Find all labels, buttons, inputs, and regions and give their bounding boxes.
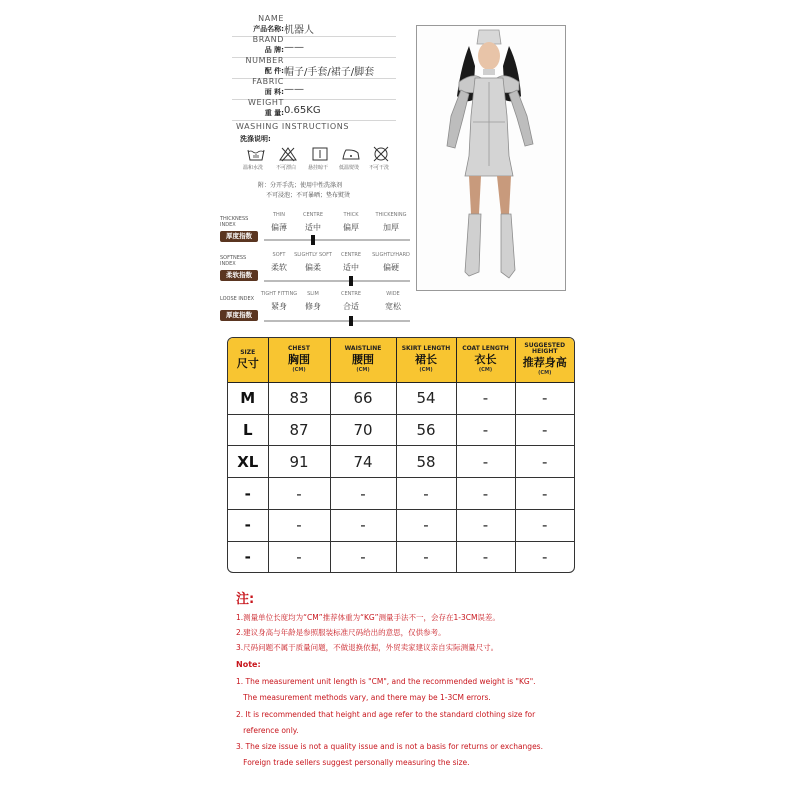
level-label-cn: 偏柔 xyxy=(305,263,321,272)
index-marker xyxy=(349,316,353,326)
washing-title-en: WASHING INSTRUCTIONS xyxy=(236,122,350,131)
cell-coat-length: - xyxy=(456,446,515,478)
index-label-en: LOOSE INDEX xyxy=(220,296,255,302)
table-header-row xyxy=(228,338,574,383)
notes-cn-line: 2.建议身高与年龄是参照服装标准尺码给出的意思，仅供参考。 xyxy=(236,628,446,637)
header-chest xyxy=(268,338,330,383)
level-label-cn: 修身 xyxy=(305,302,321,311)
level-label-en: SLIM xyxy=(307,291,319,297)
notes-cn-line: 1.测量单位长度均为“CM”推荐体重为“KG”测量手法不一，会存在1-3CM误差。 xyxy=(236,613,500,622)
cell-suggested-height: - xyxy=(515,509,574,541)
no-dry-clean-icon xyxy=(371,146,391,162)
info-row-brand xyxy=(232,35,396,58)
cell-coat-length: - xyxy=(456,478,515,510)
header-en: CHEST xyxy=(288,345,310,352)
info-label-en: NUMBER xyxy=(245,56,284,65)
index-badge: 柔软指数 xyxy=(220,270,258,281)
header-cn: 衣长 xyxy=(474,353,497,366)
info-row-number xyxy=(232,56,396,79)
index-track xyxy=(264,239,410,241)
info-row-fabric xyxy=(232,77,396,100)
header-cn: 裙长 xyxy=(415,353,437,366)
index-marker xyxy=(349,276,353,286)
index-marker xyxy=(311,235,315,245)
notes-en-line: 1. The measurement unit length is "CM", and the recommended weight is "KG". xyxy=(236,677,536,686)
notes-en-line: The measurement methods vary, and there may be 1-3CM errors. xyxy=(236,693,491,702)
no-bleach-icon xyxy=(278,146,298,162)
index-track xyxy=(264,280,410,282)
table-row xyxy=(228,541,574,572)
header-en: WAISTLINE xyxy=(344,345,382,352)
header-unit: (CM) xyxy=(538,370,552,376)
info-value: —— xyxy=(284,84,304,95)
header-cn: 尺寸 xyxy=(236,356,259,370)
info-label-cn: 配 件: xyxy=(264,67,284,75)
header-cn: 胸围 xyxy=(288,353,310,366)
cell-suggested-height: - xyxy=(515,383,574,415)
info-label-en: FABRIC xyxy=(252,77,284,86)
header-skirt-length xyxy=(396,338,456,383)
size-table xyxy=(227,337,575,573)
level-label-cn: 偏薄 xyxy=(271,223,287,232)
info-row-name xyxy=(232,14,396,37)
level-label-en: SLIGHTLYHARD xyxy=(372,252,410,258)
level-label-cn: 柔软 xyxy=(271,263,287,272)
level-label-en: CENTRE xyxy=(340,291,362,297)
level-label-cn: 加厚 xyxy=(383,223,399,232)
header-suggested-height xyxy=(515,338,574,383)
wash-label: 不可干洗 xyxy=(369,165,390,171)
table-row xyxy=(228,414,574,446)
cell-skirt-length: 58 xyxy=(396,446,456,478)
cell-size: - xyxy=(228,541,268,572)
header-unit: (CM) xyxy=(292,367,306,373)
cell-waistline: 66 xyxy=(330,383,396,415)
info-row-weight xyxy=(232,98,396,121)
cell-skirt-length: - xyxy=(396,478,456,510)
notes-cn-title: 注: xyxy=(236,592,255,607)
level-label-en: THICK xyxy=(343,212,359,218)
cell-suggested-height: - xyxy=(542,547,548,566)
header-waistline xyxy=(330,338,396,383)
wash-label: 低温熨烫 xyxy=(339,165,360,171)
cell-waistline: 74 xyxy=(330,446,396,478)
cell-chest: 83 xyxy=(268,383,330,415)
info-label-en: NAME xyxy=(258,14,284,23)
info-label-cn: 重 量: xyxy=(264,109,284,117)
cell-coat-length: - xyxy=(456,509,515,541)
level-label-cn: 适中 xyxy=(305,223,321,232)
header-unit: (CM) xyxy=(419,367,433,373)
info-label-cn: 品 牌: xyxy=(264,46,284,54)
header-en: COAT LENGTH xyxy=(462,345,509,352)
index-label-en: SOFTNESS INDEX xyxy=(220,255,247,267)
table-row xyxy=(228,446,574,478)
header-en: SUGGESTED HEIGHT xyxy=(524,342,566,355)
level-label-en: TIGHT FITTING xyxy=(260,291,298,297)
index-track xyxy=(264,320,410,322)
level-label-en: SOFT xyxy=(272,252,286,258)
info-value: 机器人 xyxy=(284,25,314,36)
cell-size: - xyxy=(228,509,268,541)
index-label-en: THICKNESS INDEX xyxy=(220,216,249,228)
notes-en-line: 2. It is recommended that height and age refer to the standard clothing size for xyxy=(236,710,536,719)
cell-suggested-height: - xyxy=(515,414,574,446)
level-label-cn: 偏硬 xyxy=(383,263,399,272)
header-cn: 腰围 xyxy=(352,353,374,366)
cell-waistline: - xyxy=(330,478,396,510)
index-badge: 厚度指数 xyxy=(220,231,258,242)
header-en: SKIRT LENGTH xyxy=(401,345,451,352)
notes-en-line: 3. The size issue is not a quality issue and is not a basis for returns or exchanges. xyxy=(236,742,543,751)
cell-skirt-length: 54 xyxy=(396,383,456,415)
table-row xyxy=(228,478,574,510)
level-label-en: SLIGHTLY SOFT xyxy=(294,252,332,258)
table-row xyxy=(228,509,574,541)
notes-en-line: Foreign trade sellers suggest personally measuring the size. xyxy=(236,758,470,767)
level-label-cn: 适中 xyxy=(343,263,359,272)
header-unit: (CM) xyxy=(356,367,370,373)
info-value: 0.65KG xyxy=(284,105,321,116)
cell-size: - xyxy=(228,478,268,510)
washing-note: 附：分开手洗；使用中性洗涤剂 xyxy=(258,182,343,189)
hand-wash-icon xyxy=(246,146,266,162)
wash-label: 温和水洗 xyxy=(243,165,264,171)
info-value: —— xyxy=(284,42,304,53)
level-label-en: WIDE xyxy=(386,291,400,297)
cell-size: M xyxy=(228,383,268,415)
level-label-cn: 合适 xyxy=(343,302,359,311)
cell-chest: - xyxy=(268,478,330,510)
low-iron-icon xyxy=(341,146,361,162)
washing-note: 不可浸泡；不可暴晒；垫布熨烫 xyxy=(266,192,351,199)
level-label-en: THIN xyxy=(272,212,286,218)
level-label-cn: 偏厚 xyxy=(343,223,359,232)
table-row xyxy=(228,383,574,415)
cell-chest: - xyxy=(268,541,330,572)
cell-skirt-length: - xyxy=(396,509,456,541)
index-badge: 厚度指数 xyxy=(220,310,258,321)
header-en: SIZE xyxy=(240,348,256,356)
notes-en-title: Note: xyxy=(236,660,261,669)
header-cn: 推荐身高 xyxy=(522,356,567,369)
cell-chest: 87 xyxy=(268,414,330,446)
header-size xyxy=(228,338,268,383)
cell-coat-length: - xyxy=(456,383,515,415)
cell-chest: 91 xyxy=(268,446,330,478)
wash-label: 悬挂晾干 xyxy=(308,165,329,171)
level-label-en: CENTRE xyxy=(340,252,362,258)
info-label-en: WEIGHT xyxy=(247,98,284,107)
cell-suggested-height: - xyxy=(515,446,574,478)
info-label-cn: 产品名称: xyxy=(253,25,284,33)
cell-coat-length: - xyxy=(456,414,515,446)
cell-size: L xyxy=(228,414,268,446)
cell-skirt-length: - xyxy=(396,541,456,572)
wash-label: 不可漂白 xyxy=(276,165,297,171)
model-photo xyxy=(416,25,566,291)
cell-coat-length: - xyxy=(456,541,515,572)
info-value: 帽子/手套/裙子/脚套 xyxy=(284,67,375,78)
hang-dry-icon xyxy=(310,146,330,162)
info-label-cn: 面 料: xyxy=(264,88,284,96)
notes-en-line: reference only. xyxy=(236,726,299,735)
cell-skirt-length: 56 xyxy=(396,414,456,446)
header-unit: (CM) xyxy=(478,367,493,373)
level-label-en: CENTRE xyxy=(302,212,324,218)
notes-cn-line: 3.尺码问题不属于质量问题，不做退换依据，外贸卖家建议亲自实际测量尺寸。 xyxy=(236,643,499,652)
cell-waistline: 70 xyxy=(330,414,396,446)
cell-size: XL xyxy=(228,446,268,478)
cell-waistline: - xyxy=(330,541,396,572)
info-label-en: BRAND xyxy=(252,35,284,44)
level-label-cn: 宽松 xyxy=(385,302,401,311)
cell-chest: - xyxy=(268,509,330,541)
cell-suggested-height: - xyxy=(515,478,574,510)
level-label-cn: 紧身 xyxy=(271,302,287,311)
level-label-en: THICKENING xyxy=(375,212,407,218)
cell-waistline: - xyxy=(330,509,396,541)
header-coat-length xyxy=(456,338,515,383)
washing-title-cn: 洗涤说明: xyxy=(240,135,271,143)
